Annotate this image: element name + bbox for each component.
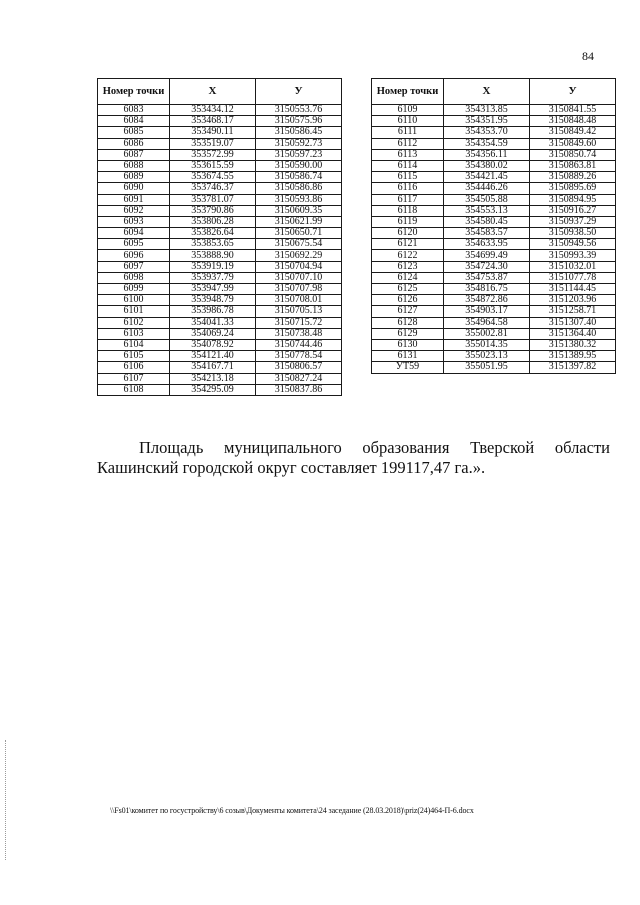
cell-point-number: 6126 [372,295,444,306]
cell-y: 3151389.95 [530,351,616,362]
cell-x: 355023.13 [444,351,530,362]
cell-y: 3150590.00 [256,160,342,171]
cell-y: 3150863.81 [530,160,616,171]
table-row [98,351,342,362]
cell-x: 354421.45 [444,172,530,183]
cell-point-number: 6123 [372,261,444,272]
cell-point-number: 6131 [372,351,444,362]
cell-x: 353919.19 [170,261,256,272]
table-row [372,250,616,261]
table-row [98,216,342,227]
cell-point-number: 6104 [98,339,170,350]
cell-point-number: 6118 [372,205,444,216]
cell-x: 353674.55 [170,172,256,183]
coordinates-table-right [371,78,616,374]
table-row [372,116,616,127]
cell-point-number: 6112 [372,138,444,149]
cell-point-number: 6125 [372,284,444,295]
cell-x: 354872.86 [444,295,530,306]
area-word: муниципального [224,438,342,457]
cell-y: 3150553.76 [256,105,342,116]
cell-y: 3150827.24 [256,373,342,384]
table-row [98,183,342,194]
table-row [372,183,616,194]
cell-point-number: 6110 [372,116,444,127]
cell-point-number: 6095 [98,239,170,250]
table-row [98,205,342,216]
table-row [98,228,342,239]
cell-point-number: 6096 [98,250,170,261]
cell-x: 353806.28 [170,216,256,227]
cell-x: 354356.11 [444,149,530,160]
cell-point-number: 6088 [98,160,170,171]
table-header-row [372,79,616,105]
cell-point-number: 6128 [372,317,444,328]
cell-x: 353937.79 [170,272,256,283]
cell-y: 3150705.13 [256,306,342,317]
cell-y: 3150707.10 [256,272,342,283]
cell-point-number: 6090 [98,183,170,194]
cell-y: 3150586.86 [256,183,342,194]
cell-y: 3150850.74 [530,149,616,160]
table-row [98,339,342,350]
table-row [98,362,342,373]
cell-x: 353790.86 [170,205,256,216]
cell-y: 3150806.57 [256,362,342,373]
header-x: X [170,79,256,105]
cell-x: 354816.75 [444,284,530,295]
header-x: X [444,79,530,105]
header-y: У [530,79,616,105]
table-row [372,127,616,138]
cell-point-number: 6100 [98,295,170,306]
area-word: Тверской [470,438,535,457]
table-row [98,250,342,261]
table-row [98,138,342,149]
cell-x: 353948.79 [170,295,256,306]
table-row [372,239,616,250]
table-row [98,328,342,339]
cell-point-number: 6117 [372,194,444,205]
table-row [98,172,342,183]
table-row [372,328,616,339]
cell-x: 353434.12 [170,105,256,116]
cell-x: 354167.71 [170,362,256,373]
table-row [372,194,616,205]
area-word: образования [362,438,450,457]
cell-point-number: 6130 [372,339,444,350]
cell-point-number: 6084 [98,116,170,127]
cell-point-number: 6127 [372,306,444,317]
cell-point-number: 6103 [98,328,170,339]
table-row [98,295,342,306]
cell-y: 3150778.54 [256,351,342,362]
cell-x: 353947.99 [170,284,256,295]
cell-x: 354041.33 [170,317,256,328]
cell-x: 354353.70 [444,127,530,138]
cell-y: 3150949.56 [530,239,616,250]
cell-x: 353853.65 [170,239,256,250]
cell-point-number: 6086 [98,138,170,149]
cell-point-number: 6120 [372,228,444,239]
cell-x: 354078.92 [170,339,256,350]
cell-y: 3150715.72 [256,317,342,328]
cell-x: 354380.02 [444,160,530,171]
cell-y: 3151203.96 [530,295,616,306]
cell-y: 3150837.86 [256,384,342,395]
cell-x: 355002.81 [444,328,530,339]
cell-y: 3150692.29 [256,250,342,261]
cell-x: 355014.35 [444,339,530,350]
cell-y: 3150849.60 [530,138,616,149]
cell-x: 353781.07 [170,194,256,205]
cell-x: 354069.24 [170,328,256,339]
cell-x: 354580.45 [444,216,530,227]
table-row [372,362,616,373]
cell-y: 3150894.95 [530,194,616,205]
cell-x: 354446.26 [444,183,530,194]
cell-x: 354121.40 [170,351,256,362]
table-row [372,138,616,149]
cell-y: 3150993.39 [530,250,616,261]
cell-y: 3151307.40 [530,317,616,328]
header-y: У [256,79,342,105]
table-row [372,306,616,317]
cell-x: 354313.85 [444,105,530,116]
cell-point-number: 6083 [98,105,170,116]
cell-x: 353826.64 [170,228,256,239]
table-row [98,384,342,395]
cell-x: 353746.37 [170,183,256,194]
cell-y: 3151144.45 [530,284,616,295]
cell-y: 3150937.29 [530,216,616,227]
cell-x: 354295.09 [170,384,256,395]
cell-y: 3150841.55 [530,105,616,116]
cell-y: 3150895.69 [530,183,616,194]
cell-y: 3150592.73 [256,138,342,149]
cell-y: 3150704.94 [256,261,342,272]
footer-file-path: \\Fs01\комитет по госустройству\6 созыв\Документы комитета\24 заседание (28.03.2018)\priz(24)464-П-6.docx [110,806,474,815]
cell-point-number: 6091 [98,194,170,205]
cell-point-number: 6099 [98,284,170,295]
cell-point-number: 6115 [372,172,444,183]
table-row [98,149,342,160]
table-row [98,284,342,295]
cell-point-number: 6109 [372,105,444,116]
table-row [372,295,616,306]
cell-x: 353615.59 [170,160,256,171]
table-row [372,228,616,239]
cell-point-number: 6094 [98,228,170,239]
cell-y: 3150889.26 [530,172,616,183]
cell-point-number: 6119 [372,216,444,227]
table-row [98,261,342,272]
header-point-number: Номер точки [98,79,170,105]
coordinates-table-left [97,78,342,396]
cell-point-number: 6107 [98,373,170,384]
cell-point-number: 6102 [98,317,170,328]
cell-y: 3151077.78 [530,272,616,283]
cell-x: 353888.90 [170,250,256,261]
cell-y: 3150650.71 [256,228,342,239]
table-header-row [98,79,342,105]
cell-y: 3150738.48 [256,328,342,339]
cell-x: 354753.87 [444,272,530,283]
cell-point-number: УТ59 [372,362,444,373]
cell-y: 3151380.32 [530,339,616,350]
table-row [372,105,616,116]
cell-point-number: 6105 [98,351,170,362]
table-row [372,351,616,362]
cell-y: 3150586.74 [256,172,342,183]
cell-point-number: 6114 [372,160,444,171]
cell-point-number: 6108 [98,384,170,395]
cell-y: 3150848.48 [530,116,616,127]
table-row [98,306,342,317]
area-word: области [554,438,610,457]
cell-point-number: 6106 [98,362,170,373]
cell-x: 353490.11 [170,127,256,138]
cell-y: 3150586.45 [256,127,342,138]
table-row [372,317,616,328]
table-row [98,127,342,138]
cell-point-number: 6093 [98,216,170,227]
area-statement [97,438,610,478]
cell-point-number: 6098 [98,272,170,283]
page-number: 84 [582,49,594,63]
cell-x: 354354.59 [444,138,530,149]
cell-y: 3150575.96 [256,116,342,127]
table-row [372,339,616,350]
cell-x: 353519.07 [170,138,256,149]
header-point-number: Номер точки [372,79,444,105]
cell-point-number: 6121 [372,239,444,250]
cell-y: 3151258.71 [530,306,616,317]
cell-y: 3151032.01 [530,261,616,272]
table-row [98,239,342,250]
cell-x: 354351.95 [444,116,530,127]
cell-point-number: 6092 [98,205,170,216]
table-row [372,160,616,171]
table-row [98,116,342,127]
area-word: Площадь [139,438,204,457]
cell-x: 354724.30 [444,261,530,272]
cell-y: 3150708.01 [256,295,342,306]
cell-y: 3150938.50 [530,228,616,239]
cell-x: 354903.17 [444,306,530,317]
table-row [372,261,616,272]
cell-point-number: 6085 [98,127,170,138]
table-row [372,216,616,227]
area-statement-line1 [97,438,610,458]
cell-x: 353468.17 [170,116,256,127]
cell-y: 3150849.42 [530,127,616,138]
cell-x: 354699.49 [444,250,530,261]
table-row [98,272,342,283]
table-row [372,149,616,160]
cell-point-number: 6124 [372,272,444,283]
cell-y: 3150597.23 [256,149,342,160]
cell-y: 3151364.40 [530,328,616,339]
cell-x: 353572.99 [170,149,256,160]
table-row [98,105,342,116]
table-row [372,284,616,295]
cell-point-number: 6113 [372,149,444,160]
cell-x: 354583.57 [444,228,530,239]
cell-point-number: 6089 [98,172,170,183]
cell-y: 3150707.98 [256,284,342,295]
table-row [98,160,342,171]
cell-x: 355051.95 [444,362,530,373]
cell-point-number: 6087 [98,149,170,160]
cell-point-number: 6122 [372,250,444,261]
cell-point-number: 6129 [372,328,444,339]
table-row [98,317,342,328]
cell-y: 3150593.86 [256,194,342,205]
cell-x: 354213.18 [170,373,256,384]
table-row [98,194,342,205]
table-row [98,373,342,384]
table-body-left [98,105,342,396]
cell-point-number: 6097 [98,261,170,272]
cell-point-number: 6116 [372,183,444,194]
table-row [372,205,616,216]
cell-y: 3151397.82 [530,362,616,373]
cell-x: 354553.13 [444,205,530,216]
margin-dotted-line [5,740,8,860]
cell-point-number: 6101 [98,306,170,317]
cell-y: 3150621.99 [256,216,342,227]
table-row [372,172,616,183]
cell-y: 3150609.35 [256,205,342,216]
cell-x: 354964.58 [444,317,530,328]
table-body-right [372,105,616,374]
cell-x: 354633.95 [444,239,530,250]
cell-x: 354505.88 [444,194,530,205]
cell-x: 353986.78 [170,306,256,317]
cell-y: 3150916.27 [530,205,616,216]
table-row [372,272,616,283]
cell-point-number: 6111 [372,127,444,138]
area-statement-line2: Кашинский городской округ составляет 199117,47 га.». [97,458,486,477]
cell-y: 3150675.54 [256,239,342,250]
cell-y: 3150744.46 [256,339,342,350]
